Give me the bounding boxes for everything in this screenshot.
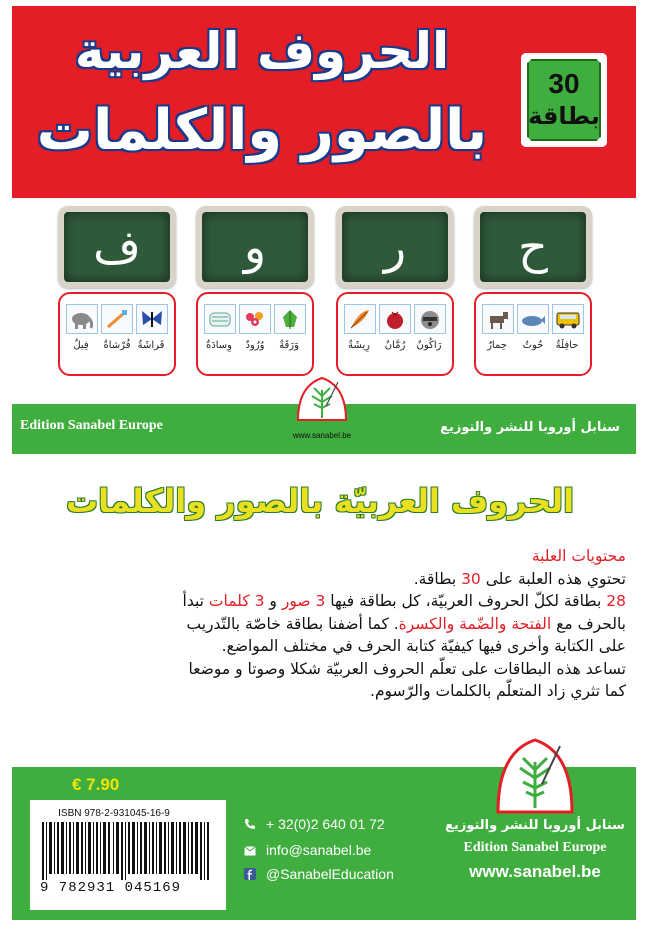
board-letter: و xyxy=(243,220,267,274)
butterfly-icon xyxy=(136,304,168,334)
whale-icon xyxy=(517,304,549,334)
cards-count-badge xyxy=(518,50,610,150)
badge-number: 30 xyxy=(548,68,580,99)
barcode-icon xyxy=(42,822,210,880)
subtitle: الحروف العربيّة بالصور والكلمات xyxy=(65,482,575,520)
barcode-number: 9 782931 045169 xyxy=(40,880,182,896)
badge-frame-icon xyxy=(518,50,610,150)
card-waw xyxy=(196,292,314,376)
edition-name: Edition Sanabel Europe xyxy=(20,418,163,433)
card-faa xyxy=(58,292,176,376)
elephant-icon xyxy=(66,304,98,334)
title-line-2: بالصور والكلمات xyxy=(36,98,488,163)
card-word: وِسادَةٌ xyxy=(206,340,232,351)
title-line-1: الحروف العربية xyxy=(74,22,450,80)
pomegranate-icon xyxy=(379,304,411,334)
description-line: بالحرف مع الفتحة والضّمة والكسرة. كما أضفنا بطاقة خاصّة بالتّدريب xyxy=(186,614,626,633)
card-word: حِمارٌ xyxy=(487,340,507,351)
card-word: حُوتٌ xyxy=(522,340,544,351)
board-letter-haa xyxy=(474,206,592,288)
arabic-publisher-back: سنابل أوروبا للنشر والتوزيع xyxy=(445,818,625,833)
board-letter: ف xyxy=(93,220,141,274)
description-line: على الكتابة وأخرى فيها كيفيّة كتابة الحرف في مختلف المواضع. xyxy=(221,637,626,655)
badge-word: بطاقة xyxy=(528,102,600,130)
price: € 7.90 xyxy=(72,775,120,794)
pillow-icon xyxy=(204,304,236,334)
card-raa xyxy=(336,292,454,376)
description-line: تساعد هذه البطاقات على تعلّم الحروف العربيّة شكلا وصوتا و موضعا xyxy=(188,659,626,678)
card-word: وُرُودٌ xyxy=(245,340,265,351)
card-word: فِيلٌ xyxy=(73,340,89,351)
card-word: فَراشَةٌ xyxy=(137,340,165,351)
description-line: 28 بطاقة لكلّ الحروف العربيّة، كل بطاقة فيها 3 صور و 3 كلمات تبدأ xyxy=(182,592,626,610)
description-line: تحتوي هذه العلبة على 30 بطاقة. xyxy=(413,569,626,588)
arabic-publisher-name: سنابل أوروبا للنشر والتوزيع xyxy=(440,420,620,435)
board-letter-faa xyxy=(58,206,176,288)
card-word: رَاكُونٌ xyxy=(416,340,442,351)
raccoon-icon xyxy=(414,304,446,334)
card-word: فُرْشاةٌ xyxy=(103,340,131,351)
edition-name-back: Edition Sanabel Europe xyxy=(463,840,607,855)
isbn: ISBN 978-2-931045-16-9 xyxy=(58,808,170,819)
facebook-handle: @SanabelEducation xyxy=(266,866,394,882)
sanabel-logo-large-icon xyxy=(490,736,580,814)
card-haa xyxy=(474,292,592,376)
board-letter: ح xyxy=(518,220,548,274)
email-icon xyxy=(244,843,260,859)
facebook-contact[interactable] xyxy=(244,866,394,883)
donkey-icon xyxy=(482,304,514,334)
phone-icon xyxy=(244,817,260,833)
description-heading: محتويات العلبة xyxy=(531,547,626,565)
board-letter-waw xyxy=(196,206,314,288)
card-word: وَرَقَةٌ xyxy=(279,340,299,351)
description xyxy=(20,545,626,703)
card-word: حافِلَةٌ xyxy=(555,340,579,351)
phone-contact[interactable] xyxy=(244,816,385,833)
leaf-icon xyxy=(274,304,306,334)
toothbrush-icon xyxy=(101,304,133,334)
card-word: رُمَّانٌ xyxy=(384,340,406,351)
feather-icon xyxy=(344,304,376,334)
phone-number: + 32(0)2 640 01 72 xyxy=(266,816,385,832)
sanabel-logo-icon xyxy=(290,376,354,422)
description-line: كما تثري زاد المتعلّم بالكلمات والرّسوم. xyxy=(370,682,626,700)
website-small[interactable]: www.sanabel.be xyxy=(292,431,352,440)
facebook-icon xyxy=(244,867,260,883)
email-address: info@sanabel.be xyxy=(266,842,372,858)
card-word: رِيشَةٌ xyxy=(348,340,370,351)
flowers-icon xyxy=(239,304,271,334)
board-letter-raa xyxy=(336,206,454,288)
board-letter: ر xyxy=(383,220,407,274)
email-contact[interactable] xyxy=(244,842,371,859)
website-link[interactable]: www.sanabel.be xyxy=(469,862,601,881)
bus-icon xyxy=(552,304,584,334)
